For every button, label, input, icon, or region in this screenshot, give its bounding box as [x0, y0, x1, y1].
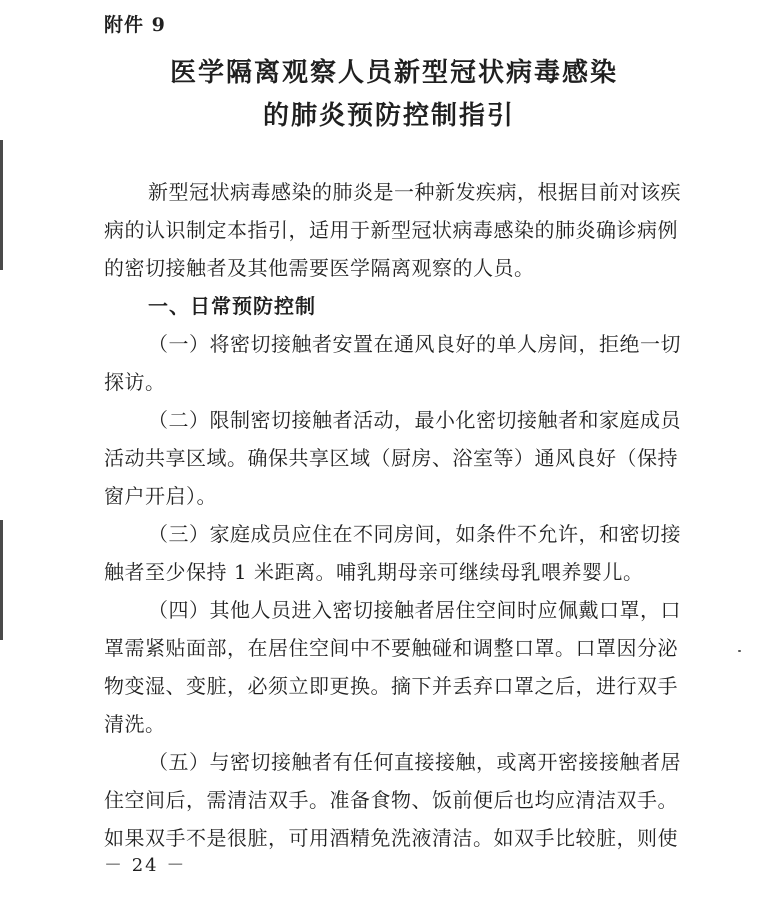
paragraph-line: 触者至少保持 1 米距离。哺乳期母亲可继续母乳喂养婴儿。 [104, 560, 644, 584]
section-heading: 一、日常预防控制 [148, 294, 316, 318]
paragraph-line: （五）与密切接触者有任何直接接触，或离开密接接触者居 [148, 750, 681, 774]
paragraph-line: 活动共享区域。确保共享区域（厨房、浴室等）通风良好（保持 [104, 446, 678, 470]
paragraph-line: （四）其他人员进入密切接触者居住空间时应佩戴口罩，口 [148, 598, 681, 622]
paragraph-line: 如果双手不是很脏，可用酒精免洗液清洁。如双手比较脏，则使 [104, 826, 678, 850]
scan-edge-shadow [0, 520, 3, 640]
paragraph-line: 物变湿、变脏，必须立即更换。摘下并丢弃口罩之后，进行双手 [104, 674, 678, 698]
paragraph-line: （二）限制密切接触者活动，最小化密切接触者和家庭成员 [148, 408, 681, 432]
paragraph-line: 病的认识制定本指引，适用于新型冠状病毒感染的肺炎确诊病例 [104, 218, 678, 242]
paragraph-line: （三）家庭成员应住在不同房间，如条件不允许，和密切接 [148, 522, 681, 546]
paragraph-line: 探访。 [104, 370, 166, 394]
scan-speck [738, 650, 741, 652]
document-title-line-1: 医学隔离观察人员新型冠状病毒感染 [169, 58, 618, 88]
page-number: － 24 － [104, 855, 187, 876]
paragraph-line: 清洗。 [104, 712, 166, 736]
scan-edge-shadow [0, 140, 3, 270]
paragraph-line: 新型冠状病毒感染的肺炎是一种新发疾病，根据目前对该疾 [148, 180, 681, 204]
paragraph-line: 的密切接触者及其他需要医学隔离观察的人员。 [104, 256, 535, 280]
paragraph-line: （一）将密切接触者安置在通风良好的单人房间，拒绝一切 [148, 332, 681, 356]
paragraph-line: 罩需紧贴面部，在居住空间中不要触碰和调整口罩。口罩因分泌 [104, 636, 678, 660]
paragraph-line: 住空间后，需清洁双手。准备食物、饭前便后也均应清洁双手。 [104, 788, 678, 812]
attachment-label: 附件 9 [104, 14, 166, 36]
paragraph-line: 窗户开启）。 [104, 484, 217, 508]
document-title-line-2: 的肺炎预防控制指引 [262, 101, 515, 131]
